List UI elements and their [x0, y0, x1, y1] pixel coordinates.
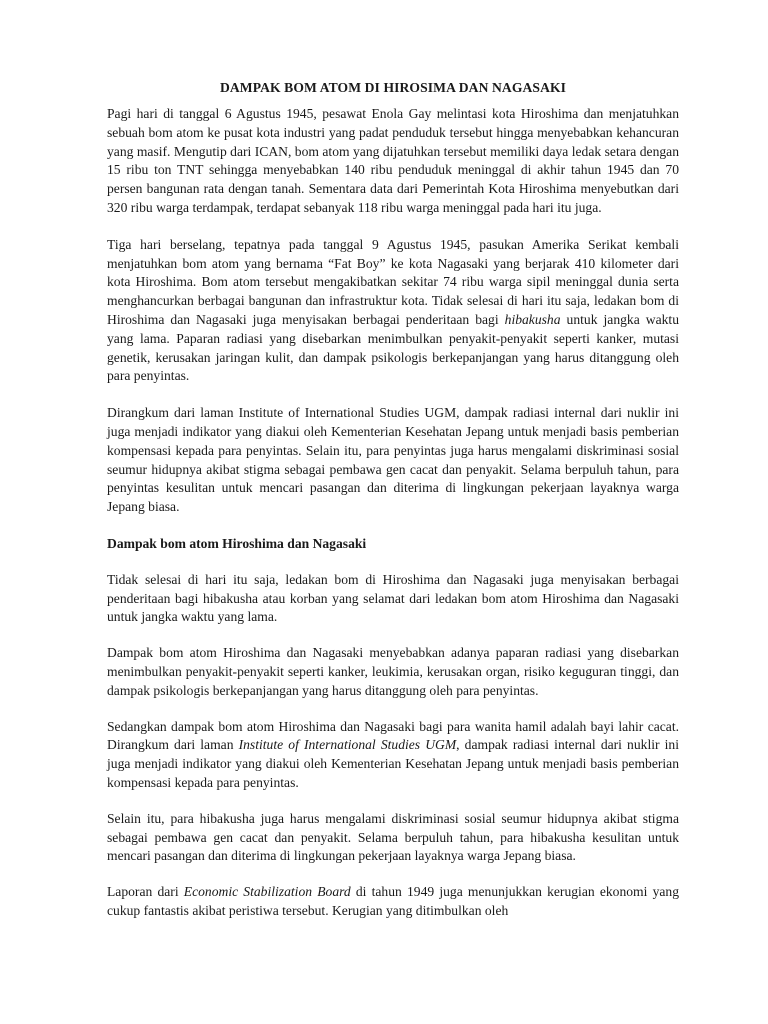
paragraph-gap — [107, 627, 679, 644]
paragraph-7: Selain itu, para hibakusha juga harus mengalami diskriminasi sosial seumur hidupnya akibat stigma sebagai pembawa gen cacat dan penyakit. Selama berpuluh tahun, para hibakusha kesulitan untuk mencari pasangan dan diterima di lingkungan pekerjaan layaknya warga Jepang biasa. — [107, 810, 679, 864]
paragraph-gap — [107, 701, 679, 718]
section-heading: Dampak bom atom Hiroshima dan Nagasaki — [107, 535, 367, 551]
paragraph-3: Dirangkum dari laman Institute of International Studies UGM, dampak radiasi internal dari nuklir ini juga menjadi indikator yang diakui oleh Kementerian Kesehatan Jepang untuk menjadi basis pemberian kompensasi kepada para penyintas. Selain itu, para penyintas juga harus mengalami diskriminasi sosial seumur hidupnya akibat stigma sebagai pembawa gen cacat dan penyakit. Selama berpuluh tahun, para penyintas kesulitan untuk mencari pasangan dan diterima di lingkungan pekerjaan layaknya warga Jepang biasa. — [107, 405, 679, 515]
paragraph-4: Tidak selesai di hari itu saja, ledakan bom di Hiroshima dan Nagasaki juga menyisakan berbagai penderitaan bagi hibakusha atau korban yang selamat dari ledakan bom atom Hiroshima dan Nagasaki untuk jangka waktu yang lama. — [107, 571, 679, 625]
paragraph-6-text-a: Sedangkan dampak bom atom Hiroshima dan Nagasaki bagi para wanita hamil adalah bayi lahir cacat. Dirangkum dari laman — [107, 718, 679, 753]
paragraph-8 — [107, 883, 679, 921]
paragraph-gap — [107, 866, 679, 883]
paragraph-gap — [107, 386, 679, 404]
paragraph-8-text-a: Laporan dari — [107, 884, 184, 900]
document-title: DAMPAK BOM ATOM DI HIROSIMA DAN NAGASAKI — [219, 80, 567, 95]
paragraph-6 — [107, 718, 679, 793]
paragraph-2-text-a: Tiga hari berselang, tepatnya pada tanggal 9 Agustus 1945, pasukan Amerika Serikat kembali menjatuhkan bom atom yang bernama “Fat Boy” ke kota Nagasaki yang berjarak 410 kilometer dari kota Hiroshima. Bom atom tersebut mengakibatkan sekitar 74 ribu warga sipil meninggal dunia serta menghancurkan berbagai bangunan dan infrastruktur kota. Tidak selesai di hari itu saja, ledakan bom di Hiroshima dan Nagasaki juga menyisakan berbagai penderitaan bagi — [107, 236, 679, 327]
paragraph-6-text-b: , dampak radiasi internal dari nuklir ini juga menjadi indikator yang diakui oleh Kementerian Kesehatan Jepang untuk menjadi basis pemberian kompensasi kepada para penyintas. — [107, 737, 679, 790]
paragraph-6-italic: Institute of International Studies UGM — [238, 737, 457, 753]
paragraph-8-text-b: di tahun 1949 juga menunjukkan kerugian ekonomi yang cukup fantastis akibat peristiwa tersebut. Kerugian yang ditimbulkan oleh — [107, 884, 679, 918]
paragraph-2-text-b: untuk jangka waktu yang lama. Paparan radiasi yang disebarkan menimbulkan penyakit-penyakit seperti kanker, mutasi genetik, kerusakan jaringan kulit, dan dampak psikologis berkepanjangan yang harus ditanggung oleh para penyintas. — [107, 311, 679, 384]
paragraph-1: Pagi hari di tanggal 6 Agustus 1945, pesawat Enola Gay melintasi kota Hiroshima dan menjatuhkan sebuah bom atom ke pusat kota industri yang padat penduduk tersebut hingga menyebabkan kehancuran yang masif. Mengutip dari ICAN, bom atom yang dijatuhkan tersebut memiliki daya ledak setara dengan 15 ribu ton TNT sehingga menyebabkan 140 ribu penduduk meninggal di akhir tahun 1945 dan 70 persen bangunan rata dengan tanah. Sementara data dari Pemerintah Kota Hiroshima menyebutkan dari 320 ribu warga terdampak, terdapat sebanyak 118 ribu warga meninggal pada hari itu juga. — [107, 106, 679, 215]
paragraph-2 — [107, 236, 679, 386]
paragraph-2-italic: hibakusha — [504, 311, 561, 327]
paragraph-gap — [107, 218, 679, 236]
document-page — [107, 78, 679, 921]
paragraph-gap — [107, 517, 679, 535]
paragraph-5: Dampak bom atom Hiroshima dan Nagasaki menyebabkan adanya paparan radiasi yang disebarkan menimbulkan penyakit-penyakit seperti kanker, leukimia, kerusakan organ, risiko keguguran tinggi, dan dampak psikologis berkepanjangan yang harus ditanggung oleh para penyintas. — [107, 645, 679, 698]
paragraph-8-italic: Economic Stabilization Board — [183, 884, 351, 900]
paragraph-gap — [107, 554, 679, 571]
paragraph-gap — [107, 793, 679, 810]
